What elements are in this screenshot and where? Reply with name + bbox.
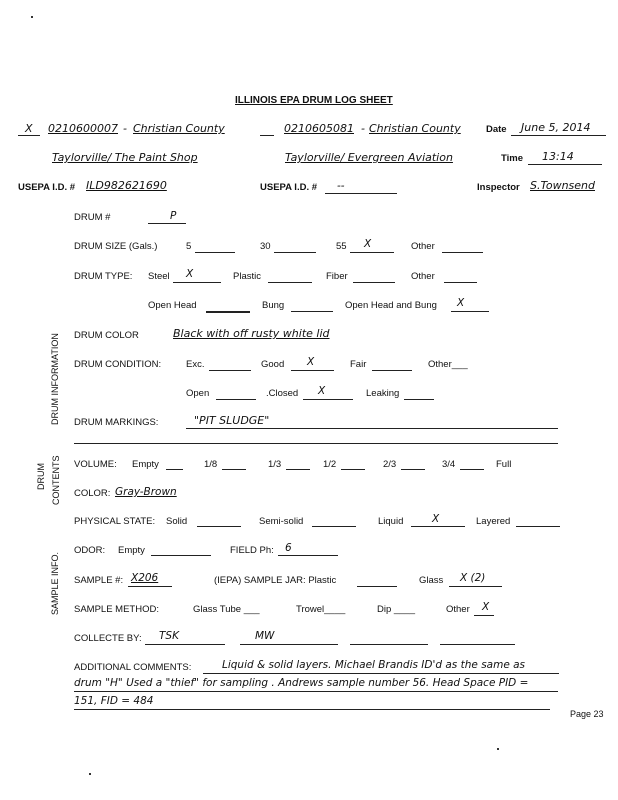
volume-full: Full — [496, 459, 512, 470]
sample-jar-glass-label: Glass — [419, 575, 444, 586]
section-label-drum-contents-1: DRUM — [36, 463, 46, 490]
sample-method-other: Other — [446, 604, 470, 615]
open-head-and-bung: Open Head and Bung — [345, 300, 437, 311]
odor-line — [151, 555, 211, 556]
site1-mark: X — [25, 122, 33, 135]
volume-1-2: 1/2 — [323, 459, 337, 470]
section-label-drum-information: DRUM INFORMATION — [50, 333, 60, 425]
volume-1-8-line — [222, 469, 246, 470]
drum-size-5-line — [195, 252, 235, 253]
collected-by-2: MW — [255, 630, 275, 642]
site2-sep: - — [361, 122, 365, 135]
drum-size-30: 30 — [260, 241, 271, 252]
collected-by-label: COLLECTE BY: — [74, 633, 142, 644]
drum-size-other-line — [442, 252, 483, 253]
drum-markings-label: DRUM MARKINGS: — [74, 417, 159, 428]
sample-method-glass-tube: Glass Tube ___ — [193, 604, 260, 615]
drum-number-line — [148, 223, 186, 224]
scan-speck — [89, 773, 91, 775]
drum-condition-fair-line — [372, 370, 412, 371]
comments-line-2: drum "H" Used a "thief" for sampling . Andrews sample number 56. Head Space PID = — [74, 677, 529, 689]
drum-size-5: 5 — [186, 241, 192, 252]
volume-2-3: 2/3 — [383, 459, 397, 470]
collected-by-4-line — [440, 644, 515, 645]
volume-empty: Empty — [132, 459, 159, 470]
sample-number-label: SAMPLE #: — [74, 575, 124, 586]
physical-state-solid: Solid — [166, 516, 188, 527]
usepa2-line — [325, 193, 397, 194]
site2-mark-line — [260, 135, 274, 136]
drum-type-plastic-line — [268, 282, 312, 283]
site1-id: 0210600007 — [48, 122, 118, 135]
scan-speck — [497, 748, 499, 750]
site2-id: 0210605081 — [284, 122, 354, 135]
sample-method-dip: Dip ____ — [377, 604, 416, 615]
drum-color-value: Black with off rusty white lid — [173, 327, 330, 340]
sample-jar-glass-value: X (2) — [460, 572, 486, 584]
volume-1-8: 1/8 — [204, 459, 218, 470]
time-value: 13:14 — [542, 150, 574, 163]
drum-type-other-line — [444, 282, 477, 283]
field-ph-value: 6 — [285, 542, 292, 554]
volume-3-4: 3/4 — [442, 459, 456, 470]
scan-speck — [31, 16, 33, 18]
sample-method-other-line — [474, 615, 494, 616]
open-head-and-bung-line — [451, 311, 489, 312]
sample-method-trowel: Trowel____ — [296, 604, 346, 615]
usepa2-value: -- — [337, 180, 345, 192]
physical-state-layered-line — [516, 526, 560, 527]
drum-size-55-line — [350, 252, 394, 253]
volume-1-2-line — [341, 469, 365, 470]
collected-by-1: TSK — [159, 630, 179, 642]
sample-jar-label: (IEPA) SAMPLE JAR: Plastic — [214, 575, 337, 586]
site1-mark-line — [18, 135, 40, 136]
volume-1-3-line — [286, 469, 310, 470]
drum-type-other: Other — [411, 271, 435, 282]
field-ph-label: FIELD Ph: — [230, 545, 274, 556]
date-label: Date — [486, 124, 507, 135]
usepa2-label: USEPA I.D. # — [260, 182, 318, 193]
comments-line-3: 151, FID = 484 — [74, 695, 154, 707]
drum-open: Open — [186, 388, 210, 399]
bung-line — [291, 311, 333, 312]
drum-size-55-mark: X — [364, 238, 372, 250]
drum-condition-exc: Exc. — [186, 359, 205, 370]
comments-underline-1 — [203, 673, 559, 674]
physical-state-layered: Layered — [476, 516, 511, 527]
page-number: Page 23 — [570, 709, 604, 719]
physical-state-label: PHYSICAL STATE: — [74, 516, 156, 527]
drum-color-label: DRUM COLOR — [74, 330, 139, 341]
collected-by-1-line — [145, 644, 225, 645]
sample-number-value: X206 — [131, 572, 159, 584]
inspector-value: S.Townsend — [530, 179, 595, 192]
comments-line-1: Liquid & solid layers. Michael Brandis ID'd as the same as — [222, 659, 526, 671]
contents-color-label: COLOR: — [74, 488, 111, 499]
drum-type-plastic: Plastic — [233, 271, 261, 282]
date-line — [511, 135, 606, 136]
drum-condition-other: Other___ — [428, 359, 468, 370]
drum-type-label: DRUM TYPE: — [74, 271, 133, 282]
open-head-line — [206, 311, 250, 313]
drum-condition-good-line — [291, 370, 334, 371]
drum-open-line — [216, 399, 256, 400]
drum-closed: .Closed — [266, 388, 299, 399]
site2-name: Taylorville/ Evergreen Aviation — [285, 151, 453, 164]
drum-type-steel-line — [173, 282, 221, 283]
physical-state-solid-line — [197, 526, 241, 527]
section-label-drum-contents-2: CONTENTS — [51, 455, 61, 505]
drum-markings-value: "PIT SLUDGE" — [194, 414, 270, 427]
site1-county: Christian County — [133, 122, 225, 135]
open-head-and-bung-mark: X — [457, 297, 465, 309]
physical-state-liquid-line — [411, 526, 465, 527]
drum-size-label: DRUM SIZE (Gals.) — [74, 241, 158, 252]
collected-by-3-line — [350, 644, 428, 645]
volume-label: VOLUME: — [74, 459, 117, 470]
time-label: Time — [501, 153, 524, 164]
bung: Bung — [262, 300, 285, 311]
sample-method-label: SAMPLE METHOD: — [74, 604, 159, 615]
drum-markings-line-2 — [74, 443, 558, 444]
site1-sep: - — [123, 122, 127, 135]
contents-color-value: Gray-Brown — [115, 486, 177, 498]
odor-label: ODOR: — [74, 545, 106, 556]
drum-type-fiber: Fiber — [326, 271, 348, 282]
volume-empty-line — [166, 469, 183, 470]
drum-condition-label: DRUM CONDITION: — [74, 359, 162, 370]
physical-state-semisolid-line — [312, 526, 356, 527]
time-line — [528, 164, 602, 165]
drum-type-fiber-line — [353, 282, 395, 283]
comments-label: ADDITIONAL COMMENTS: — [74, 662, 192, 673]
usepa1-value: ILD982621690 — [86, 179, 167, 192]
date-value: June 5, 2014 — [521, 121, 591, 134]
sample-number-line — [128, 586, 172, 587]
sample-method-other-mark: X — [482, 601, 490, 613]
sample-jar-glass-line — [449, 586, 502, 587]
comments-underline-3 — [74, 709, 550, 710]
collected-by-2-line — [240, 644, 338, 645]
drum-closed-mark: X — [318, 385, 326, 397]
drum-leaking: Leaking — [366, 388, 400, 399]
drum-condition-exc-line — [209, 370, 251, 371]
drum-condition-good: Good — [261, 359, 285, 370]
site2-county: Christian County — [369, 122, 461, 135]
drum-condition-fair: Fair — [350, 359, 367, 370]
volume-3-4-line — [460, 469, 484, 470]
page-title: ILLINOIS EPA DRUM LOG SHEET — [235, 95, 393, 106]
drum-size-other: Other — [411, 241, 435, 252]
open-head: Open Head — [148, 300, 197, 311]
physical-state-semisolid: Semi-solid — [259, 516, 304, 527]
drum-type-steel-mark: X — [186, 268, 194, 280]
physical-state-liquid-mark: X — [432, 513, 440, 525]
usepa1-label: USEPA I.D. # — [18, 182, 76, 193]
odor-empty: Empty — [118, 545, 145, 556]
inspector-label: Inspector — [477, 182, 520, 193]
drum-number-value: P — [170, 210, 177, 222]
field-ph-line — [278, 555, 338, 556]
drum-condition-good-mark: X — [307, 356, 315, 368]
drum-number-label: DRUM # — [74, 212, 111, 223]
comments-underline-2 — [74, 691, 558, 692]
drum-type-steel: Steel — [148, 271, 170, 282]
volume-1-3: 1/3 — [268, 459, 282, 470]
drum-leaking-line — [404, 399, 434, 400]
drum-markings-line — [186, 428, 558, 429]
drum-closed-line — [303, 399, 353, 400]
section-label-sample-info: SAMPLE INFO. — [50, 551, 60, 615]
volume-2-3-line — [401, 469, 425, 470]
site1-name: Taylorville/ The Paint Shop — [52, 151, 198, 164]
physical-state-liquid: Liquid — [378, 516, 404, 527]
sample-jar-plastic-line — [357, 586, 397, 587]
drum-size-30-line — [274, 252, 316, 253]
drum-size-55: 55 — [336, 241, 347, 252]
